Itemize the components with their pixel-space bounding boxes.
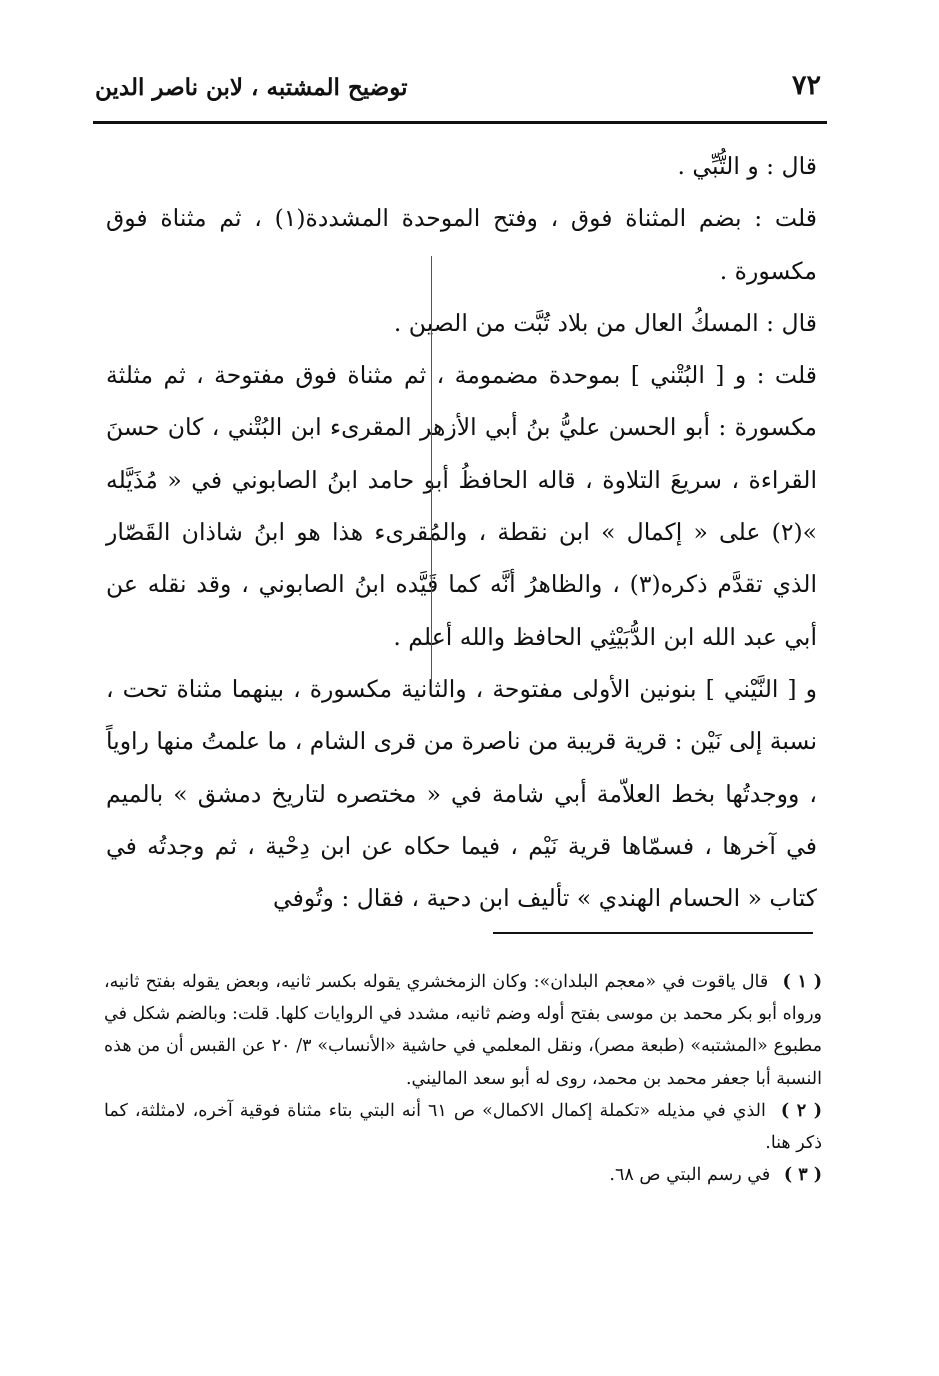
paragraph: قلت : و [ البُتْني ] بموحدة مضمومة ، ثم مثناة فوق مفتوحة ، ثم مثلثة مكسورة : أبو الحسن عليُّ بنُ أبي الأزهر المقرىء ابن البُتْني ، كان حسنَ القراءة ، سريعَ التلاوة ، قاله الحافظُ أبو حامد ابنُ الصابوني في « مُذَيَّله »(٢) على « إكمال » ابن نقطة ، والمُقرىء هذا هو ابنُ شاذان القَصّار الذي تقدَّم ذكره(٣) ، والظاهرُ أنَّه كما قَيَّده ابنُ الصابوني ، وقد نقله عن أبي عبد الله ابن الدُّبَيْثِي الحافظ والله أعلم . [106,361,818,651]
paragraph: قلت : بضم المثناة فوق ، وفتح الموحدة المشددة(١) ، ثم مثناة فوق مكسورة . [106,204,817,285]
footnotes [104,966,822,1191]
footnote-number: ( ٢ ) [780,1100,823,1121]
paragraph: قال : و التُّبِّي . [677,152,817,180]
footnote-text: قال ياقوت في «معجم البلدان»: وكان الزمخشري يقوله بكسر ثانيه، وبعض يقوله بفتح ثانيه، ورواه أبو بكر محمد بن موسى بفتح أوله وضم ثانيه، مشدد في الروايات كلها. قلت: وبالضم شكل في مطبوع «المشتبه» (طبعة مصر)، ونقل المعلمي في حاشية «الأنساب» ٣/ ٢٠ عن القبس أن من هذه النسبة أبا جعفر محمد بن محمد، روى له أبو سعد الماليني. [104,972,822,1089]
footnote-number: ( ١ ) [782,972,822,992]
footnote [104,1095,822,1159]
footnote-number: ( ٣ ) [783,1165,822,1186]
footnote-rule [493,932,813,934]
paragraph: و [ النَّيْني ] بنونين الأولى مفتوحة ، والثانية مكسورة ، بينهما مثناة تحت ، نسبة إلى نَيْن : قرية قريبة من ناصرة من قرى الشام ، ما علمتُ منها راوياً ، ووجدتُها بخط العلاّمة أبي شامة في « مختصره لتاريخ دمشق » بالميم في آخرها ، فسمّاها قرية نَيْم ، فيما حكاه عن ابن دِحْية ، ثم وجدتُه في كتاب « الحسام الهندي » تأليف ابن دحية ، فقال : وتُوفي [106,674,817,913]
footnote-text: في رسم البتي ص ٦٨. [609,1165,771,1186]
header-rule [93,121,827,124]
paragraph: قال : المسكُ العال من بلاد تُبَّت من الصين . [393,308,817,337]
scan-fold-line [431,256,432,686]
footnote [104,966,822,1095]
page-number: ٧٢ [791,70,821,101]
footnote [104,1159,822,1191]
footnote-text: الذي في مذيله «تكملة إكمال الاكمال» ص ٦١ أنه البتي بتاء مثناة فوقية آخره، لامثلثة، كما ذكر هنا. [104,1100,822,1154]
running-title: توضيح المشتبه ، لابن ناصر الدين [95,74,408,101]
page-header [95,70,821,116]
main-text [106,140,817,924]
